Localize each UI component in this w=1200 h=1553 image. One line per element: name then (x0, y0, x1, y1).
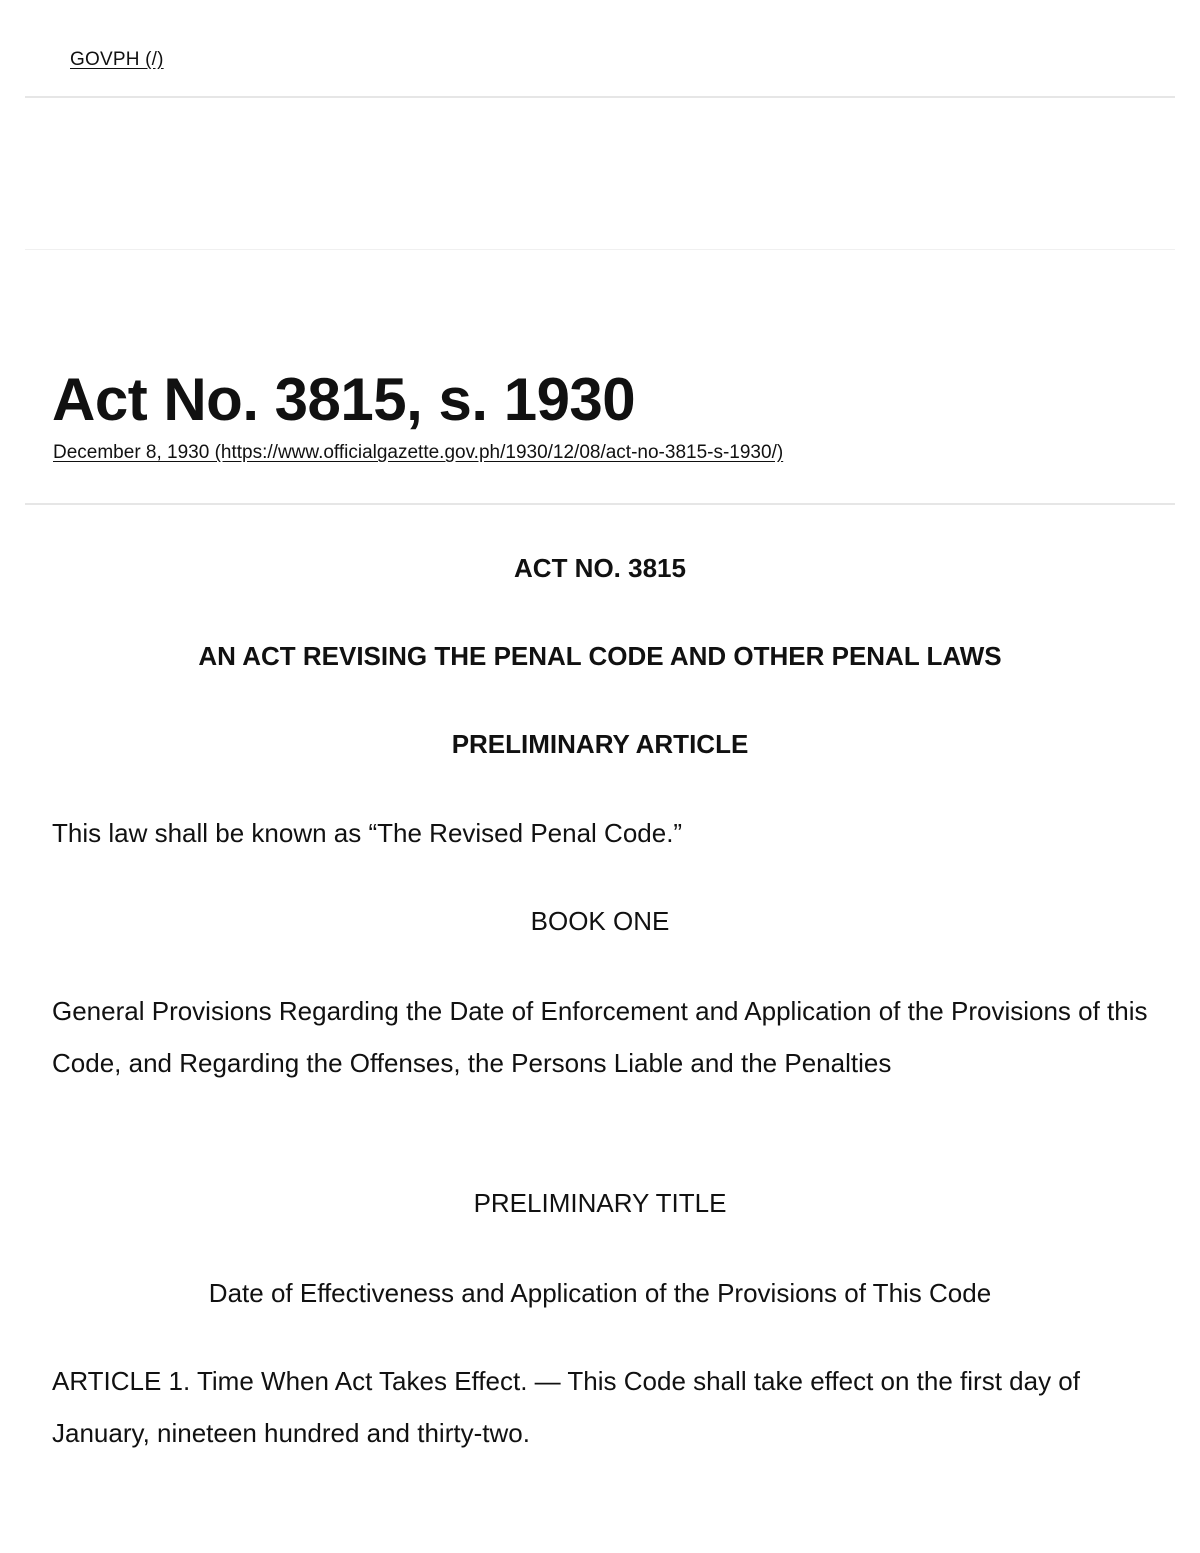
article-1-paragraph: ARTICLE 1. Time When Act Takes Effect. — This Code shall take effect on the first day of January, nineteen hundred and thirty-two. (52, 1366, 1080, 1448)
preliminary-article-heading: PRELIMINARY ARTICLE (451, 729, 749, 759)
act-number-heading: ACT NO. 3815 (514, 553, 686, 583)
title-divider (25, 503, 1175, 505)
general-provisions-paragraph: General Provisions Regarding the Date of Enforcement and Application of the Provisions of this Code, and Regarding the Offenses, the Persons Liable and the Penalties (52, 996, 1148, 1078)
preliminary-title-heading: PRELIMINARY TITLE (473, 1188, 727, 1218)
banner-divider (25, 249, 1175, 250)
act-subject-heading: AN ACT REVISING THE PENAL CODE AND OTHER PENAL LAWS (198, 641, 1002, 671)
page-title: Act No. 3815, s. 1930 (52, 366, 636, 433)
top-navigation-bar (0, 0, 1200, 97)
header-divider (25, 96, 1175, 98)
book-one-heading: BOOK ONE (530, 906, 670, 936)
known-as-paragraph: This law shall be known as “The Revised Penal Code.” (52, 818, 683, 848)
govph-home-link[interactable]: GOVPH (/) (70, 49, 164, 70)
date-of-effectiveness-heading: Date of Effectiveness and Application of the Provisions of This Code (208, 1278, 992, 1308)
publication-date-link[interactable]: December 8, 1930 (https://www.officialgazette.gov.ph/1930/12/08/act-no-3815-s-1930/) (53, 442, 784, 463)
